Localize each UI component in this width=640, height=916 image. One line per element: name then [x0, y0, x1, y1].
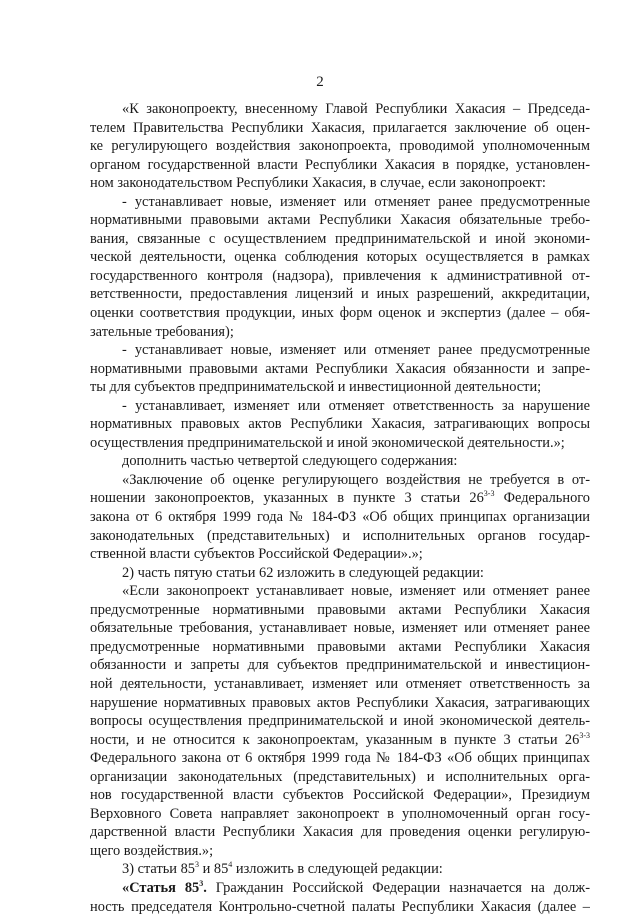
text-line: [90, 731, 590, 750]
line-text: «Если законопроект устанавливает новые, изменяет или отменяет ранее: [122, 583, 590, 600]
line-text: нормативными правовыми актами Республики Хакасия обязанности и запре-: [90, 360, 590, 377]
text-line: [90, 527, 590, 546]
text-line: [90, 638, 590, 657]
text-line: [90, 137, 590, 156]
text-line: [90, 786, 590, 805]
line-text: предусмотренные нормативными правовыми актами Республики Хакасия: [90, 638, 590, 655]
line-text: «К законопроекту, внесенному Главой Республики Хакасия – Председа-: [122, 101, 590, 117]
text-line: [90, 508, 590, 527]
line-text: Федерального закона от 6 октября 1999 года № 184-ФЗ «Об общих принципах: [90, 750, 590, 767]
text-line: [90, 415, 590, 434]
text-line: [90, 619, 590, 638]
line-text: законодательных (представительных) и исполнительных органов государ-: [90, 527, 590, 544]
text-line: [90, 119, 590, 138]
line-text: телем Правительства Республики Хакасия, прилагается заключение об оцен-: [90, 119, 590, 136]
line-text: 2) часть пятую статьи 62 изложить в следующей редакции:: [122, 564, 484, 581]
line-text: ке регулирующего воздействия законопроекта, проводимой уполномоченным: [90, 138, 590, 155]
document-body: [90, 100, 590, 916]
line-text: ности, и не относится к законопроектам, указанным в пункте 3 статьи 26: [90, 731, 580, 748]
text-line: [90, 545, 590, 564]
text-line: [90, 248, 590, 267]
line-text: предусмотренные нормативными правовыми актами Республики Хакасия: [90, 601, 590, 618]
text-line: [90, 100, 590, 119]
superscript: 3-3: [483, 489, 495, 499]
line-text: оценки соответствия продукции, иных форм оценок и экспертиз (далее – обя-: [90, 305, 590, 322]
text-line: [90, 230, 590, 249]
line-text: организации законодательных (представительных) и исполнительных орга-: [90, 768, 590, 785]
text-line: [90, 694, 590, 713]
text-line: [90, 378, 590, 397]
line-text: ветственности, предоставления лицензий и иных разрешений, аккредитации,: [90, 286, 590, 303]
line-text: нов государственной власти субъектов Российской Федерации», Президиум: [90, 787, 590, 804]
text-line: [90, 823, 590, 842]
text-line: [90, 397, 590, 416]
superscript: 3-3: [579, 730, 590, 740]
line-text: .: [203, 879, 207, 896]
line-text: 3) статьи 85: [122, 861, 195, 878]
line-text: Федерального: [494, 490, 590, 507]
line-text: Гражданин Российской Федерации назначается на долж-: [206, 879, 590, 896]
superscript: 4: [228, 860, 233, 870]
text-line: [90, 898, 590, 916]
text-line: [90, 211, 590, 230]
line-text: вания, связанные с осуществлением предпринимательской и иной экономи-: [90, 230, 590, 247]
line-text: государственного контроля (надзора), привлечения к административной от-: [90, 267, 590, 284]
line-text: вопросы осуществления предпринимательской и иной экономической деятель-: [90, 713, 590, 730]
text-line: [90, 174, 590, 193]
line-text: ном законодательством Республики Хакасия, в случае, если законопроект:: [90, 175, 546, 192]
line-text: и 85: [199, 861, 229, 878]
superscript: 3: [199, 879, 204, 889]
text-line: [90, 675, 590, 694]
page-number: 2: [316, 74, 324, 90]
line-text: изложить в следующей редакции:: [232, 861, 443, 878]
line-text: - устанавливает новые, изменяет или отменяет ранее предусмотренные: [122, 193, 590, 210]
text-line: [90, 452, 590, 471]
text-line: [90, 434, 590, 453]
line-text: ческой деятельности, оценка соблюдения которых осуществляется в рамках: [90, 249, 590, 266]
text-line: [90, 601, 590, 620]
line-text: нормативных правовых актов Республики Хакасия, затрагивающих вопросы: [90, 416, 590, 433]
line-text: осуществления предпринимательской и иной экономической деятельности.»;: [90, 434, 565, 451]
text-line: [90, 582, 590, 601]
text-line: [90, 768, 590, 787]
text-line: [90, 285, 590, 304]
line-text: закона от 6 октября 1999 года № 184-ФЗ «Об общих принципах организации: [90, 509, 590, 526]
text-line: [90, 193, 590, 212]
text-line: [90, 360, 590, 379]
text-line: [90, 860, 590, 879]
text-line: [90, 879, 590, 898]
line-text: Верховного Совета направляет законопроект в уполномоченный орган госу-: [90, 805, 590, 822]
superscript: 3: [195, 860, 199, 870]
line-text: органом государственной власти Республики Хакасия в порядке, установлен-: [90, 156, 590, 173]
line-text: «Заключение об оценке регулирующего воздействия не требуется в от-: [122, 471, 590, 488]
text-line: [90, 656, 590, 675]
line-text: ной деятельности, устанавливает, изменяет или отменяет ответственность за: [90, 675, 590, 692]
text-line: [90, 489, 590, 508]
text-line: [90, 471, 590, 490]
line-text: - устанавливает новые, изменяет или отменяет ранее предусмотренные: [122, 342, 590, 359]
line-text: нарушение нормативных правовых актов Республики Хакасия, затрагивающих: [90, 694, 590, 711]
line-text: ты для субъектов предпринимательской и инвестиционной деятельности;: [90, 379, 542, 396]
text-line: [90, 749, 590, 768]
line-text: дарственной власти Республики Хакасия для проведения оценки регулирую-: [90, 824, 590, 841]
text-line: [90, 156, 590, 175]
line-text: дополнить частью четвертой следующего содержания:: [122, 453, 458, 470]
line-text: ность председателя Контрольно-счетной палаты Республики Хакасия (далее –: [90, 898, 590, 915]
text-line: [90, 842, 590, 861]
line-text: ношении законопроектов, указанных в пункте 3 статьи 26: [90, 490, 484, 507]
text-line: [90, 805, 590, 824]
text-line: [90, 267, 590, 286]
article-heading: «Статья $85^3$.: [122, 879, 207, 896]
line-text: нормативными правовыми актами Республики Хакасия обязательные требо-: [90, 212, 590, 229]
text-line: [90, 323, 590, 342]
line-text: - устанавливает, изменяет или отменяет ответственность за нарушение: [122, 397, 590, 414]
text-line: [90, 712, 590, 731]
text-line: [90, 564, 590, 583]
text-line: [90, 341, 590, 360]
line-text: щего воздействия.»;: [90, 842, 214, 859]
line-text: зательные требования);: [90, 323, 234, 340]
line-text: обязанности и запреты для субъектов предпринимательской и инвестицион-: [90, 657, 590, 674]
text-line: [90, 304, 590, 323]
line-text: ственной власти субъектов Российской Федерации».»;: [90, 546, 423, 563]
line-text: обязательные требования, устанавливает новые, изменяет или отменяет ранее: [90, 620, 590, 637]
